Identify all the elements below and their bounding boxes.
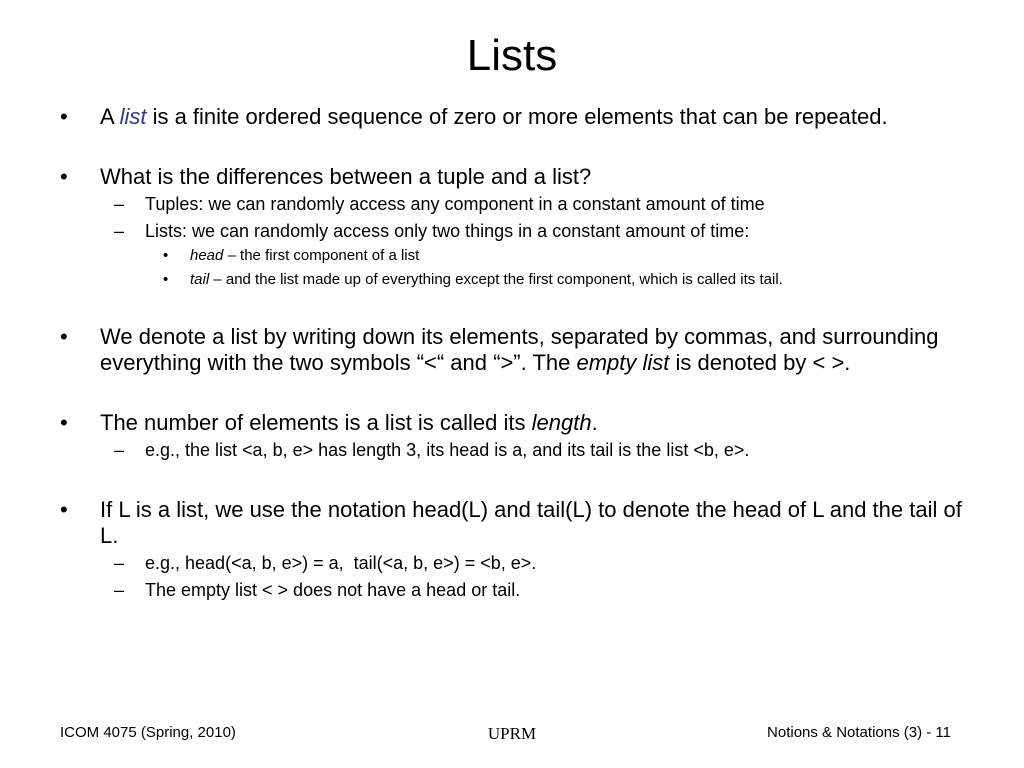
dash: –: [114, 440, 125, 460]
bullet-text-suffix: is denoted by < >.: [669, 350, 851, 375]
sub-bullet-empty-list: [60, 577, 965, 603]
bullet-text-suffix: .: [591, 410, 598, 435]
sub-bullet-text: Lists: we can randomly access only two things in a constant amount of time:: [145, 221, 750, 241]
dash: –: [114, 553, 125, 573]
sub-sub-bullet-tail: [60, 270, 965, 290]
slide-title: Lists: [466, 31, 558, 80]
term-tail: tail: [190, 271, 210, 288]
sub-sub-bullet-text: – the first component of a list: [223, 247, 420, 264]
bullet-text: If L is a list, we use the notation head(L) and tail(L) to denote the head of L and the tail of L.: [100, 497, 962, 548]
bullet-list-definition: [60, 104, 965, 130]
sub-bullet-text: e.g., the list <a, b, e> has length 3, its head is a, and its tail is the list <b, e>.: [145, 440, 750, 460]
sub-sub-bullet-text: – and the list made up of everything except the first component, which is called its tail.: [209, 271, 783, 288]
sub-bullet-lists: [60, 218, 965, 244]
sub-bullet-tuples: [60, 191, 965, 217]
bullet: •: [163, 271, 169, 288]
bullet-text-suffix: is a finite ordered sequence of zero or more elements that can be repeated.: [146, 104, 888, 129]
term-empty-list: empty list: [576, 350, 670, 375]
footer-page-number: Notions & Notations (3) - 11: [767, 724, 951, 741]
footer-institution: UPRM: [487, 724, 537, 743]
bullet: •: [60, 324, 68, 349]
bullet-list-length: [60, 410, 965, 436]
dash: –: [114, 194, 125, 214]
bullet: •: [60, 410, 68, 435]
bullet: •: [60, 497, 68, 522]
bullet: •: [163, 247, 169, 264]
bullet-text-prefix: A: [100, 104, 120, 129]
bullet-list-notation: [60, 324, 965, 376]
bullet-head-tail-notation: [60, 497, 965, 549]
dash: –: [114, 580, 125, 600]
bullet-text-prefix: We denote a list by writing down its elements, separated by commas, and surrounding everything with the two symbols “<“ and “>”. The: [100, 324, 939, 375]
bullet: •: [60, 164, 68, 189]
sub-bullet-head-tail-example: [60, 550, 965, 576]
bullet-tuple-vs-list: [60, 164, 965, 190]
bullet: •: [60, 104, 68, 129]
sub-bullet-text: Tuples: we can randomly access any component in a constant amount of time: [145, 194, 765, 214]
sub-bullet-text: e.g., head(<a, b, e>) = a, tail(<a, b, e>) = <b, e>.: [145, 553, 537, 573]
sub-bullet-length-example: [60, 437, 965, 463]
sub-sub-bullet-head: [60, 246, 965, 266]
term-list: list: [119, 104, 147, 129]
slide-body: [60, 104, 965, 603]
footer-course: ICOM 4075 (Spring, 2010): [60, 724, 236, 741]
dash: –: [114, 221, 125, 241]
term-head: head: [190, 247, 224, 264]
bullet-text: What is the differences between a tuple and a list?: [100, 164, 592, 189]
sub-bullet-text: The empty list < > does not have a head or tail.: [145, 580, 521, 600]
bullet-text-prefix: The number of elements is a list is called its: [100, 410, 532, 435]
term-length: length: [531, 410, 592, 435]
